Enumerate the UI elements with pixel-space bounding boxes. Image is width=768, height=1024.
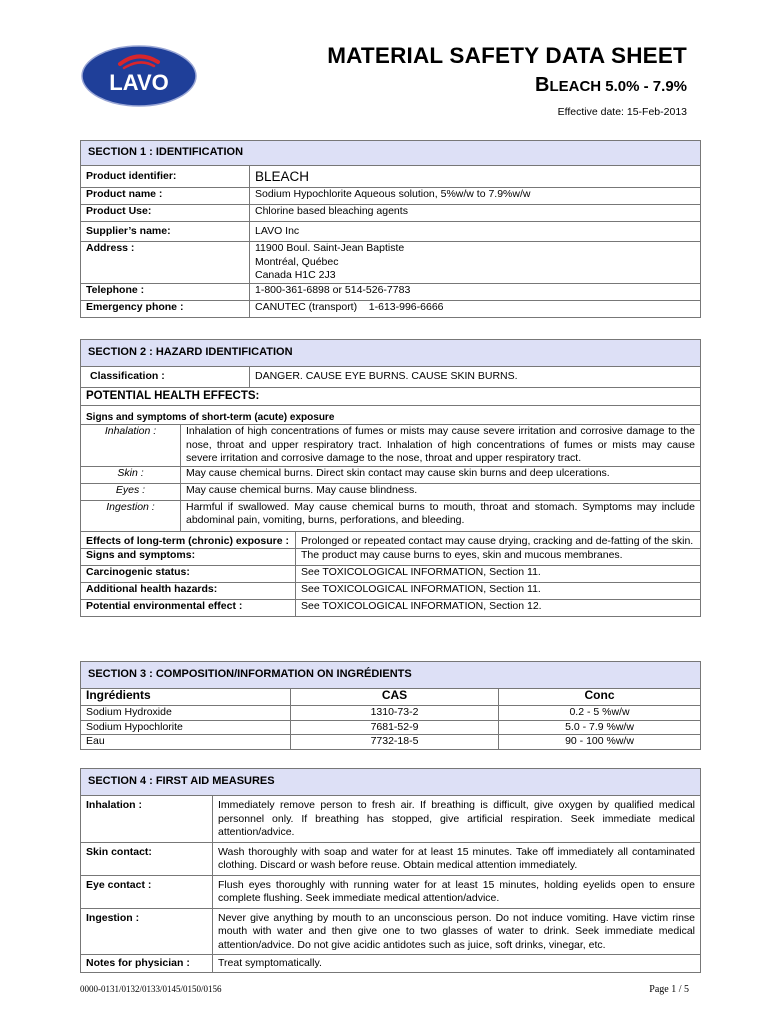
table-row xyxy=(81,735,701,750)
page-number: Page 1 / 5 xyxy=(649,984,689,995)
first-aid-text: Immediately remove person to fresh air. If breathing is difficult, give oxygen by qualified medical personnel only. If breathing has stopped, give artificial respiration. Seek immediate medical attention/advice. xyxy=(213,796,701,843)
effect-label: Potential environmental effect : xyxy=(81,600,296,617)
section-composition xyxy=(80,661,701,750)
ingredient-name: Sodium Hypochlorite xyxy=(81,720,291,735)
section-title: SECTION 4 : FIRST AID MEASURES xyxy=(81,769,701,796)
section-title: SECTION 1 : IDENTIFICATION xyxy=(81,141,701,166)
section-first-aid xyxy=(80,768,701,973)
ingredient-name: Sodium Hydroxide xyxy=(81,706,291,721)
table-row xyxy=(81,720,701,735)
row-value: Sodium Hypochlorite Aqueous solution, 5%w/w to 7.9%w/w xyxy=(250,188,701,205)
classification-value: DANGER. CAUSE EYE BURNS. CAUSE SKIN BURNS. xyxy=(250,367,701,388)
effect-label: Additional health hazards: xyxy=(81,583,296,600)
column-header: Conc xyxy=(499,689,701,706)
row-label: Product name : xyxy=(81,188,250,205)
classification-label: Classification : xyxy=(81,367,250,388)
route-label: Ingestion : xyxy=(81,500,181,531)
address-value xyxy=(250,242,701,284)
effect-text: See TOXICOLOGICAL INFORMATION, Section 11. xyxy=(296,566,701,583)
first-aid-text: Never give anything by mouth to an unconscious person. Do not induce vomiting. Have victim rinse mouth with water and then give one to two glasses of water to drink. Seek immediate medical attention/advice. Do not give acidic antidotes such as juice, soft drinks, vinegar, etc. xyxy=(213,908,701,955)
route-label: Eyes : xyxy=(81,483,181,500)
effect-text: See TOXICOLOGICAL INFORMATION, Section 12. xyxy=(296,600,701,617)
section-identification xyxy=(80,140,701,318)
acute-title: Signs and symptoms of short-term (acute) exposure xyxy=(81,406,701,425)
footer-codes: 0000-0131/0132/0133/0145/0150/0156 xyxy=(80,984,222,994)
row-label: Product identifier: xyxy=(81,166,250,188)
first-aid-text: Flush eyes thoroughly with running water for at least 15 minutes, holding eyelids open to ensure complete flushing. Seek immediate medical attention/advice. xyxy=(213,875,701,908)
subtitle-rest: LEACH 5.0% - 7.9% xyxy=(549,78,687,95)
effect-text: Prolonged or repeated contact may cause drying, cracking and de-fatting of the skin. xyxy=(296,531,701,549)
concentration: 0.2 - 5 %w/w xyxy=(499,706,701,721)
ingredient-name: Eau xyxy=(81,735,291,750)
concentration: 5.0 - 7.9 %w/w xyxy=(499,720,701,735)
product-subtitle xyxy=(535,74,687,97)
cas-number: 1310-73-2 xyxy=(291,706,499,721)
section-title: SECTION 2 : HAZARD IDENTIFICATION xyxy=(81,340,701,367)
cas-number: 7732-18-5 xyxy=(291,735,499,750)
section-hazard-identification xyxy=(80,339,701,617)
subtitle-initial: B xyxy=(535,74,550,96)
row-label: Address : xyxy=(81,242,250,284)
health-effects-title: POTENTIAL HEALTH EFFECTS: xyxy=(81,388,701,406)
row-value: Chlorine based bleaching agents xyxy=(250,205,701,222)
effect-text: The product may cause burns to eyes, skin and mucous membranes. xyxy=(296,549,701,566)
effective-date: Effective date: 15-Feb-2013 xyxy=(557,106,687,118)
effect-label: Signs and symptoms: xyxy=(81,549,296,566)
address-line: 11900 Boul. Saint-Jean Baptiste xyxy=(255,242,405,254)
first-aid-label: Inhalation : xyxy=(81,796,213,843)
column-header: Ingrédients xyxy=(81,689,291,706)
row-label: Emergency phone : xyxy=(81,300,250,317)
row-value: BLEACH xyxy=(250,166,701,188)
row-label: Product Use: xyxy=(81,205,250,222)
route-text: Harmful if swallowed. May cause chemical burns to mouth, throat and stomach. Symptoms may include abdominal pain, vomiting, burns, perforations, and bleeding. xyxy=(181,500,701,531)
lavo-logo xyxy=(80,44,198,108)
first-aid-label: Ingestion : xyxy=(81,908,213,955)
column-header: CAS xyxy=(291,689,499,706)
route-label: Skin : xyxy=(81,466,181,483)
route-text: May cause chemical burns. Direct skin contact may cause skin burns and deep ulcerations. xyxy=(181,466,701,483)
table-row xyxy=(81,706,701,721)
effect-label: Effects of long-term (chronic) exposure : xyxy=(81,531,296,549)
address-line: Canada H1C 2J3 xyxy=(255,269,336,281)
first-aid-text: Wash thoroughly with soap and water for at least 15 minutes. Take off immediately all contaminated clothing. Discard or wash before reuse. Obtain medical attention immediately. xyxy=(213,842,701,875)
first-aid-label: Skin contact: xyxy=(81,842,213,875)
address-line: Montréal, Québec xyxy=(255,255,339,268)
route-label: Inhalation : xyxy=(81,425,181,467)
row-label: Telephone : xyxy=(81,283,250,300)
route-text: Inhalation of high concentrations of fumes or mists may cause severe irritation and corrosive damage to the nose, throat and upper respiratory tract. Inhalation of high concentrations of fumes or mists may cause severe irritation and corrosive damage to the nose, throat and upper respiratory tract. xyxy=(181,425,701,467)
effect-text: See TOXICOLOGICAL INFORMATION, Section 11. xyxy=(296,583,701,600)
cas-number: 7681-52-9 xyxy=(291,720,499,735)
concentration: 90 - 100 %w/w xyxy=(499,735,701,750)
first-aid-text: Treat symptomatically. xyxy=(213,955,701,973)
row-value: 1-800-361-6898 or 514-526-7783 xyxy=(250,283,701,300)
document-title: MATERIAL SAFETY DATA SHEET xyxy=(327,43,687,68)
first-aid-label: Eye contact : xyxy=(81,875,213,908)
row-value: CANUTEC (transport) 1-613-996-6666 xyxy=(250,300,701,317)
route-text: May cause chemical burns. May cause blindness. xyxy=(181,483,701,500)
row-value: LAVO Inc xyxy=(250,222,701,242)
first-aid-label: Notes for physician : xyxy=(81,955,213,973)
effect-label: Carcinogenic status: xyxy=(81,566,296,583)
section-title: SECTION 3 : COMPOSITION/INFORMATION ON INGRÉDIENTS xyxy=(81,662,701,689)
logo-text: LAVO xyxy=(109,70,169,95)
row-label: Supplier’s name: xyxy=(81,222,250,242)
